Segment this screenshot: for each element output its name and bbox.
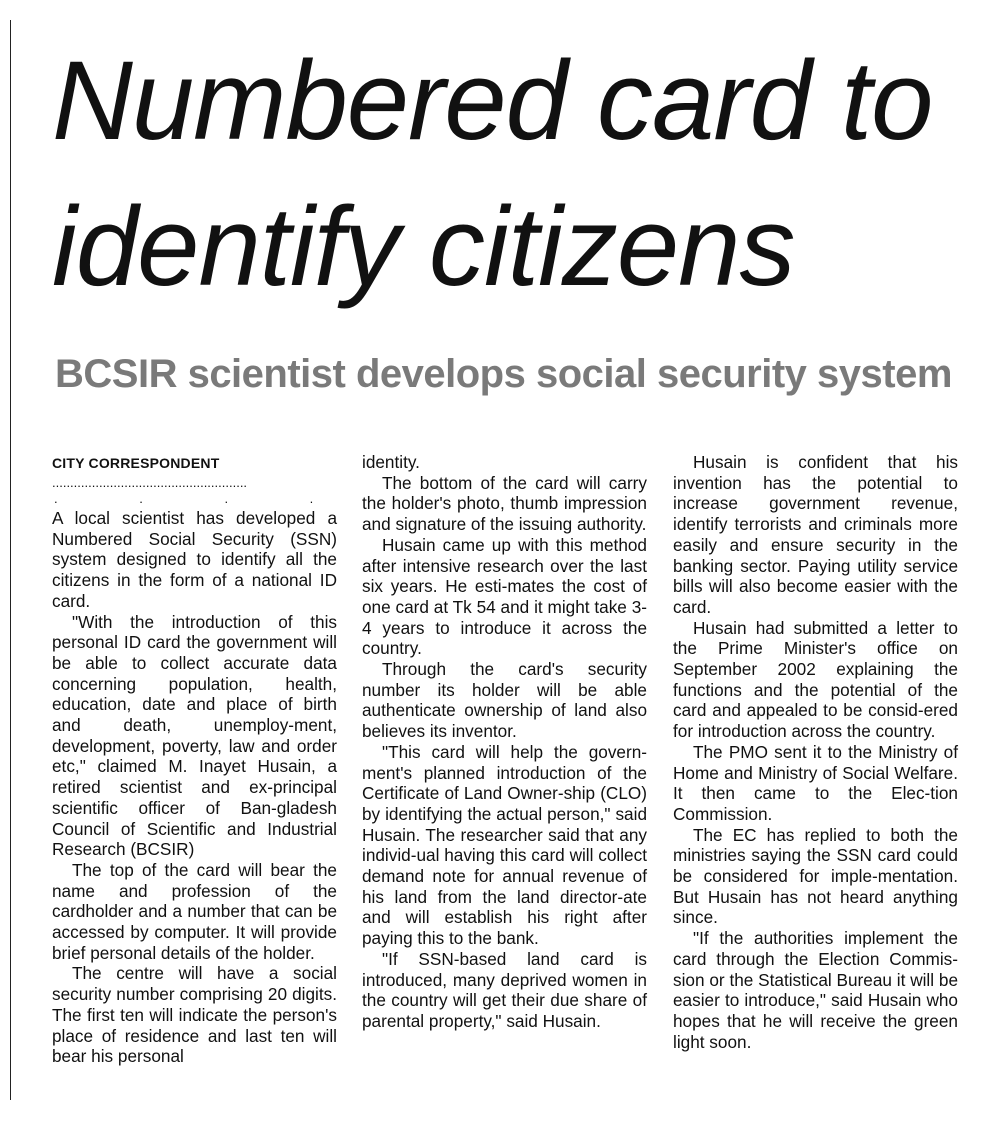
paragraph: The PMO sent it to the Ministry of Home and Ministry of Social Welfare. It then came to the Elec-tion Commission.	[673, 741, 958, 824]
byline-rule: ......................................................	[52, 476, 248, 490]
headline-line-2: identify citizens	[52, 184, 795, 309]
paragraph: The EC has replied to both the ministries saying the SSN card could be considered for imple-mentation. But Husain has not heard anything since.	[673, 824, 958, 928]
paragraph: The top of the card will bear the name and profession of the cardholder and a number that can be accessed by computer. It will provide brief personal details of the holder.	[52, 859, 337, 963]
paragraph: "If SSN-based land card is introduced, many deprived women in the country will get their due share of parental property," said Husain.	[362, 948, 647, 1031]
byline: CITY CORRESPONDENT	[52, 455, 220, 471]
paragraph: Husain is confident that his invention has the potential to increase government revenue, identify terrorists and criminals more easily and ensure security in the banking sector. Paying utility service bills will also become easier with the card.	[673, 452, 958, 617]
paragraph: The bottom of the card will carry the holder's photo, thumb impression and signature of the issuing authority.	[362, 472, 647, 535]
paragraph: "If the authorities implement the card through the Election Commis-sion or the Statistical Bureau it will be easier to introduce," said Husain who hopes that he will receive the green light soon.	[673, 928, 958, 1052]
column-1	[52, 452, 337, 1067]
paragraph: A local scientist has developed a Numbered Social Security (SSN) system designed to identify all the citizens in the form of a national ID card.	[52, 508, 337, 611]
subheadline: BCSIR scientist develops social security system	[55, 352, 952, 396]
headline-line-1: Numbered card to	[52, 38, 933, 163]
paragraph: identity.	[362, 452, 420, 472]
paragraph: Husain had submitted a letter to the Prime Minister's office on September 2002 explaining the functions and the potential of the card and appealed to be consid-ered for introduction across the country.	[673, 617, 958, 742]
column-rule	[10, 20, 11, 1100]
column-2	[362, 452, 647, 1032]
article-body	[52, 452, 962, 1112]
headline	[52, 28, 982, 320]
paragraph: The centre will have a social security number comprising 20 digits. The first ten will indicate the person's place of residence and last ten will bear his personal	[52, 963, 337, 1067]
column-3	[673, 452, 958, 1052]
paragraph: "This card will help the govern-ment's planned introduction of the Certificate of Land Owner-ship (CLO) by identifying the actual person," said Husain. The researcher said that any individ-ual having this card will collect demand note for annual revenue of his land from the land director-ate and will establish his right after paying this to the bank.	[362, 741, 647, 949]
paragraph: "With the introduction of this personal ID card the government will be able to collect accurate data concerning population, health, education, date and place of birth and death, unemploy-ment, development, poverty, law and order etc," claimed M. Inayet Husain, a retired scientist and ex-principal scientific officer of Ban-gladesh Council of Scientific and Industrial Research (BCSIR)	[52, 611, 337, 860]
paragraph: Husain came up with this method after intensive research over the last six years. He esti-mates the cost of one card at Tk 54 and it might take 3-4 years to introduce it across the country.	[362, 534, 647, 659]
byline-dots: . . . .	[54, 491, 314, 506]
paragraph: Through the card's security number its holder will be able authenticate ownership of land also believes its inventor.	[362, 659, 647, 742]
